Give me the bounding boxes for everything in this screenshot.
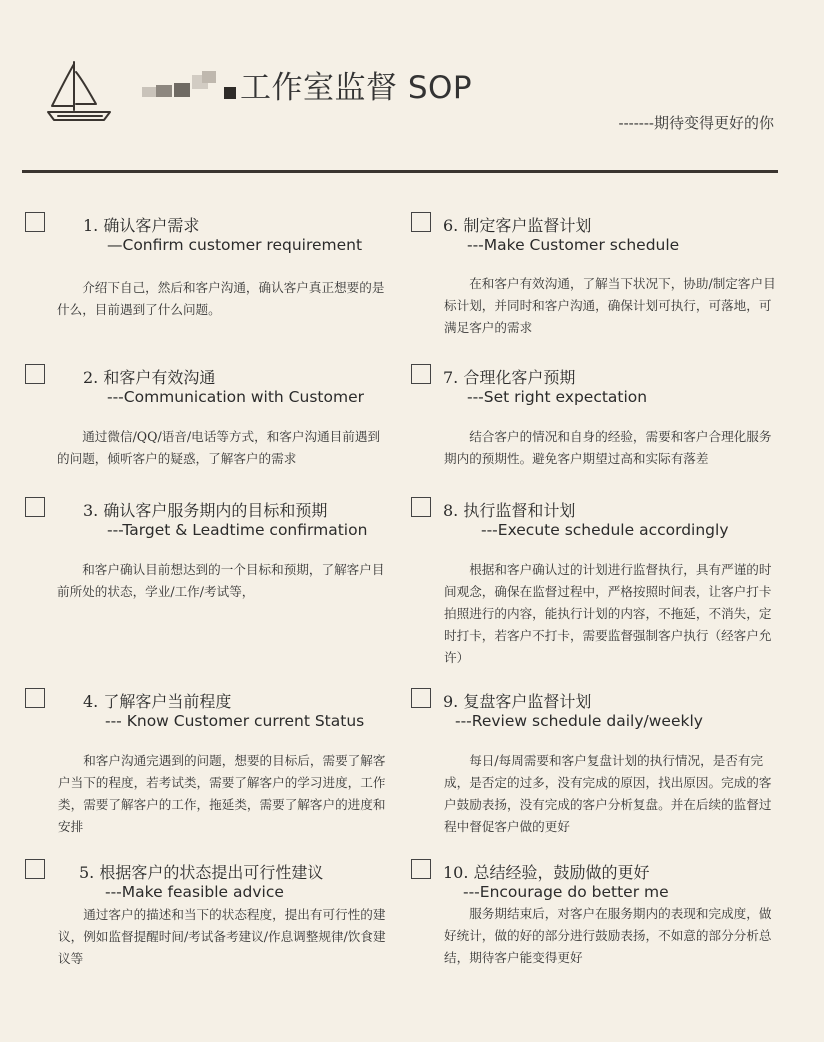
item-subtitle: ---Make Customer schedule [467,236,680,254]
item-title: 2. 和客户有效沟通 [83,368,216,387]
item-description: 每日/每周需要和客户复盘计划的执行情况，是否有完成，是否定的过多，没有完成的原因，找出原因。完成的客户鼓励表扬，没有完成的客户分析复盘。并在后续的监督过程中督促客户做的更好 [444,753,772,834]
item-subtitle: ---Communication with Customer [107,388,364,406]
checkbox-item-5[interactable] [25,859,45,879]
redacted-studio-name [140,69,238,99]
item-description: 服务期结束后，对客户在服务期内的表现和完成度，做好统计，做的好的部分进行鼓励表扬，不如意的部分分析总结，期待客户能变得更好 [444,906,772,965]
item-description: 根据和客户确认过的计划进行监督执行，具有严谨的时间观念，确保在监督过程中，严格按照时间表，让客户打卡拍照进行的内容，能执行计划的内容，不拖延，不消失，定时打卡，若客户不打卡，需要监督强制客户执行（经客户允许） [444,562,772,665]
header-divider [22,170,778,173]
item-description: 和客户沟通完遇到的问题，想要的目标后，需要了解客户当下的程度，若考试类，需要了解客户的学习进度，工作类，需要了解客户的工作，拖延类，需要了解客户的进度和安排 [58,753,386,834]
checkbox-item-3[interactable] [25,497,45,517]
item-description: 在和客户有效沟通，了解当下状况下，协助/制定客户目标计划，并同时和客户沟通，确保计划可执行，可落地，可满足客户的需求 [444,276,776,335]
item-title: 8. 执行监督和计划 [443,501,576,520]
checkbox-item-10[interactable] [411,859,431,879]
item-title: 6. 制定客户监督计划 [443,216,592,235]
item-title: 4. 了解客户当前程度 [83,692,232,711]
item-subtitle: ---Target & Leadtime confirmation [107,521,368,539]
item-description: 和客户确认目前想达到的一个目标和预期，了解客户目前所处的状态，学业/工作/考试等， [57,562,385,599]
item-title: 1. 确认客户需求 [83,216,200,235]
checkbox-item-4[interactable] [25,688,45,708]
item-title: 9. 复盘客户监督计划 [443,692,592,711]
checkbox-item-7[interactable] [411,364,431,384]
page-title: 工作室监督 SOP [240,69,473,106]
item-title: 3. 确认客户服务期内的目标和预期 [83,501,328,520]
checkbox-item-2[interactable] [25,364,45,384]
item-subtitle: ---Encourage do better me [463,883,669,901]
checkbox-item-8[interactable] [411,497,431,517]
item-subtitle: ---Execute schedule accordingly [481,521,729,539]
page-subtitle: -------期待变得更好的你 [618,114,774,132]
item-title: 7. 合理化客户预期 [443,368,576,387]
checkbox-item-9[interactable] [411,688,431,708]
page-header [140,62,472,106]
sailboat-icon [46,58,114,126]
item-description: 结合客户的情况和自身的经验，需要和客户合理化服务期内的预期性。避免客户期望过高和实际有落差 [444,429,772,466]
item-description: 通过客户的描述和当下的状态程度，提出有可行性的建议，例如监督提醒时间/考试备考建议/作息调整规律/饮食建议等 [58,907,386,966]
item-subtitle: ---Make feasible advice [105,883,284,901]
item-description: 介绍下自己，然后和客户沟通，确认客户真正想要的是什么，目前遇到了什么问题。 [57,280,385,317]
item-subtitle: ---Review schedule daily/weekly [455,712,703,730]
checkbox-item-1[interactable] [25,212,45,232]
item-subtitle: ---Set right expectation [467,388,648,406]
item-description: 通过微信/QQ/语音/电话等方式，和客户沟通目前遇到的问题，倾听客户的疑惑，了解客户的需求 [57,429,381,466]
item-subtitle: --- Know Customer current Status [105,712,365,730]
checkbox-item-6[interactable] [411,212,431,232]
item-title: 10. 总结经验，鼓励做的更好 [443,863,650,882]
item-subtitle: —Confirm customer requirement [107,236,363,254]
item-title: 5. 根据客户的状态提出可行性建议 [79,863,324,882]
